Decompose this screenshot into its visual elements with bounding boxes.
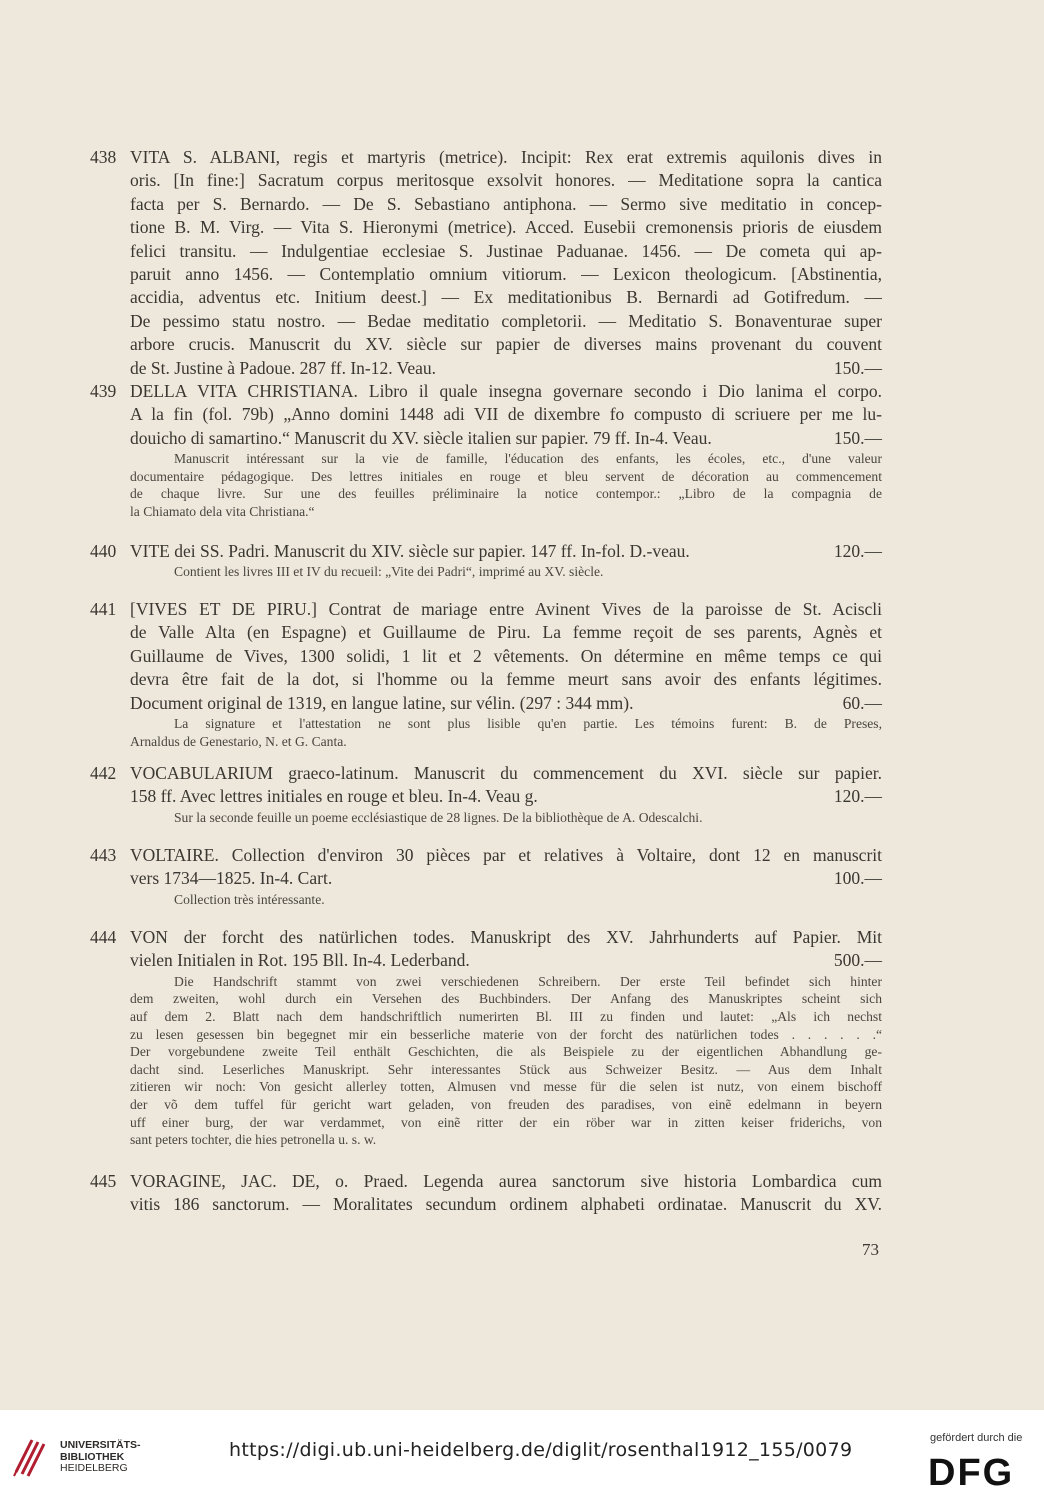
entry-line: tione B. M. Virg. — Vita S. Hieronymi (metrice). Acced. Eusebii cremonensis prioris de eiusdem xyxy=(130,217,882,238)
entry-line: paruit anno 1456. — Contemplatio omnium vitiorum. — Lexicon theologicum. [Abstinentia, xyxy=(130,264,882,285)
entry-number: 443 xyxy=(90,845,117,865)
dfg-logo[interactable]: DFG xyxy=(928,1452,1015,1494)
entry-price: 120.— xyxy=(833,541,882,561)
entry-text xyxy=(130,146,882,380)
entry-line: VORAGINE, JAC. DE, o. Praed. Legenda aurea sanctorum sive historia Lombardica cum xyxy=(130,1171,882,1191)
entry-text xyxy=(130,762,882,809)
entry-line: VITA S. ALBANI, regis et martyris (metrice). Incipit: Rex erat extremis aquilonis dives in xyxy=(130,147,882,167)
entry-line: Document original de 1319, en langue latine, sur vélin. (297 : 344 mm). xyxy=(130,692,634,713)
note-line: zitieren wir noch: Von gesicht allerley totten, Almusen vnd messe für die selen ist nutz, von einem bischoff xyxy=(130,1079,882,1095)
university-library-logo-icon[interactable] xyxy=(10,1432,60,1482)
entry-line: A la fin (fol. 79b) „Anno domini 1448 adi VII de dixembre fo compusto di scriuere per me lu- xyxy=(130,404,882,425)
footer-bar xyxy=(0,1410,1044,1499)
entry-last-line xyxy=(130,427,882,450)
library-line-3: HEIDELBERG xyxy=(60,1462,128,1474)
entry-line: oris. [In fine:] Sacratum corpus meritosque exsolvit honores. — Meditatione sopra la cantica xyxy=(130,170,882,191)
entry-note xyxy=(130,563,882,581)
entry-line: facta per S. Bernardo. — De S. Sebastiano antiphona. — Sermo sive meditatio in concep- xyxy=(130,193,882,214)
entry-note xyxy=(130,891,882,909)
entry-price: 500.— xyxy=(833,950,882,971)
entry-last-line xyxy=(130,867,882,890)
note-line: dem zweiten, wohl durch ein Versehen des Buchbinders. Der Anfang des Manuskriptes scheint sich xyxy=(130,991,882,1007)
note-line: dacht sind. Leserliches Manuskript. Sehr interessantes Stück aus Schweizer Besitz. — Aus dem Inhalt xyxy=(130,1061,882,1077)
entry-line: accidia, adventus etc. Initium deest.] — Ex meditationibus B. Bernardi ad Gotifredum. — xyxy=(130,287,882,308)
library-line-2: BIBLIOTHEK xyxy=(60,1450,125,1463)
entry-price: 150.— xyxy=(833,427,882,448)
note-line: Arnaldus de Genestario, N. et G. Canta. xyxy=(130,733,347,749)
catalogue-entry xyxy=(90,926,882,1149)
page-number: 73 xyxy=(862,1240,879,1259)
library-name xyxy=(60,1440,141,1475)
entry-line: vitis 186 sanctorum. — Moralitates secundum ordinem alphabeti ordinatae. Manuscrit du XV. xyxy=(130,1194,882,1215)
note-line: zu lesen gesessen bin begegnet mir ein besserliche materie von der forcht des natürlichen todes . . . . . .“ xyxy=(130,1026,882,1042)
entry-text xyxy=(130,380,882,450)
entry-line: felici transitu. — Indulgentiae ecclesiae S. Justinae Paduanae. 1456. — De cometa qui ap- xyxy=(130,240,882,261)
entry-line: vers 1734—1825. In-4. Cart. xyxy=(130,868,333,889)
note-line: Der vorgebundene zweite Teil enthält Geschichten, die als Beispiele zu der eigentlichen Abhandlung ge- xyxy=(130,1044,882,1060)
entry-text xyxy=(130,540,882,563)
entry-note xyxy=(130,973,882,1149)
note-line: der võ dem tuffel für gericht wart geladen, von freuden des paradises, von einẽ edelmann in beyern xyxy=(130,1096,882,1112)
entry-line: [VIVES ET DE PIRU.] Contrat de mariage entre Avinent Vives de la paroisse de St. Aciscli xyxy=(130,599,882,619)
note-line: Die Handschrift stammt von zwei verschiedenen Schreibern. Der erste Teil befindet sich hinter xyxy=(174,973,882,989)
entry-line: VOLTAIRE. Collection d'environ 30 pièces par et relatives à Voltaire, dont 12 en manuscrit xyxy=(130,845,882,865)
catalogue-entry xyxy=(90,540,882,581)
entry-number: 444 xyxy=(90,927,117,947)
entry-line: De pessimo statu nostro. — Bedae meditatio completorii. — Meditatio S. Bonaventurae super xyxy=(130,310,882,331)
note-line: de chaque livre. Sur une des feuilles préliminaire la notice contempor.: „Libro de la compagnia de xyxy=(130,486,882,502)
entry-line: de Valle Alta (en Espagne) et Guillaume de Piru. La femme reçoit de ses parents, Agnès et xyxy=(130,622,882,643)
entry-price: 100.— xyxy=(833,868,882,889)
note-line: la Chiamato dela vita Christiana.“ xyxy=(130,504,315,519)
note-line: Collection très intéressante. xyxy=(174,891,325,907)
note-line: auf dem 2. Blatt nach dem handschriftlich numerirten Bl. III zu finden und lautet: „Als ich nechst xyxy=(130,1009,882,1024)
catalogue-entry xyxy=(90,598,882,750)
entry-text xyxy=(130,1170,882,1217)
entry-line: 158 ff. Avec lettres initiales en rouge et bleu. In-4. Veau g. xyxy=(130,786,538,807)
entry-text xyxy=(130,598,882,715)
entry-line: VOCABULARIUM graeco-latinum. Manuscrit du commencement du XVI. siècle sur papier. xyxy=(130,763,882,783)
catalogue-entry xyxy=(90,146,882,380)
catalogue-entry xyxy=(90,762,882,826)
entry-line: VON der forcht des natürlichen todes. Manuskript des XV. Jahrhunderts auf Papier. Mit xyxy=(130,927,882,947)
entry-line: DELLA VITA CHRISTIANA. Libro il quale insegna governare secondo i Dio lanima el corpo. xyxy=(130,381,882,401)
entry-last-line xyxy=(130,949,882,972)
note-line: Contient les livres III et IV du recueil: „Vite dei Padri“, imprimé au XV. siècle. xyxy=(174,564,604,580)
note-line: La signature et l'attestation ne sont plus lisible qu'en partie. Les témoins furent: B. de Preses, xyxy=(174,716,882,732)
entry-number: 441 xyxy=(90,599,117,619)
entry-text xyxy=(130,926,882,973)
entry-line: de St. Justine à Padoue. 287 ff. In-12. Veau. xyxy=(130,357,437,378)
entry-line: douicho di samartino.“ Manuscrit du XV. siècle italien sur papier. 79 ff. In-4. Veau. xyxy=(130,427,712,448)
entry-note xyxy=(130,715,882,750)
library-line-1: UNIVERSITÄTS- xyxy=(60,1439,141,1451)
entry-line: Guillaume de Vives, 1300 solidi, 1 lit et 2 vêtements. On détermine en même temps ce qui xyxy=(130,645,882,666)
entry-price: 120.— xyxy=(833,786,882,807)
note-line: uff einer burg, der war verdammet, von einẽ ritter der ein röber war in zitten keiser friderichs, von xyxy=(130,1114,882,1130)
entry-number: 440 xyxy=(90,541,117,561)
entry-last-line xyxy=(130,357,882,380)
funding-text: gefördert durch die xyxy=(930,1432,1023,1444)
entry-line: arbore crucis. Manuscrit du XV. siècle sur papier de diverses mains provenant du couvent xyxy=(130,334,882,355)
note-line: Manuscrit intéressant sur la vie de famille, l'éducation des enfants, les écoles, etc., d'une valeur xyxy=(174,451,882,467)
catalogue-entry xyxy=(90,380,882,521)
entry-number: 439 xyxy=(90,381,117,401)
entry-number: 438 xyxy=(90,147,117,167)
entry-note xyxy=(130,450,882,520)
note-line: documentaire pédagogique. Des lettres initiales en rouge et bleu servent de décoration au commencement xyxy=(130,468,882,484)
entry-text xyxy=(130,844,882,891)
entry-number: 445 xyxy=(90,1171,117,1191)
entry-note xyxy=(130,809,882,827)
entry-line: devra être fait de la dot, si l'homme ou la femme meurt sans avoir des enfants légitimes. xyxy=(130,669,882,690)
entry-price: 150.— xyxy=(833,357,882,378)
entry-price: 60.— xyxy=(842,692,882,713)
document-url-link[interactable]: https://digi.ub.uni-heidelberg.de/diglit/rosenthal1912_155/0079 xyxy=(229,1439,853,1461)
catalogue-entry xyxy=(90,1170,882,1217)
entry-number: 442 xyxy=(90,763,117,783)
entry-last-line xyxy=(130,692,882,715)
entry-line: VITE dei SS. Padri. Manuscrit du XIV. siècle sur papier. 147 ff. In-fol. D.-veau. xyxy=(130,541,690,561)
note-line: Sur la seconde feuille un poeme ecclésiastique de 28 lignes. De la bibliothèque de A. Odescalchi. xyxy=(174,809,703,825)
entry-last-line xyxy=(130,785,882,808)
note-line: sant peters tochter, die hies petronella u. s. w. xyxy=(130,1132,377,1148)
entry-last-line xyxy=(130,540,882,563)
catalogue-entry xyxy=(90,844,882,908)
entry-line: vielen Initialen in Rot. 195 Bll. In-4. Lederband. xyxy=(130,950,470,971)
